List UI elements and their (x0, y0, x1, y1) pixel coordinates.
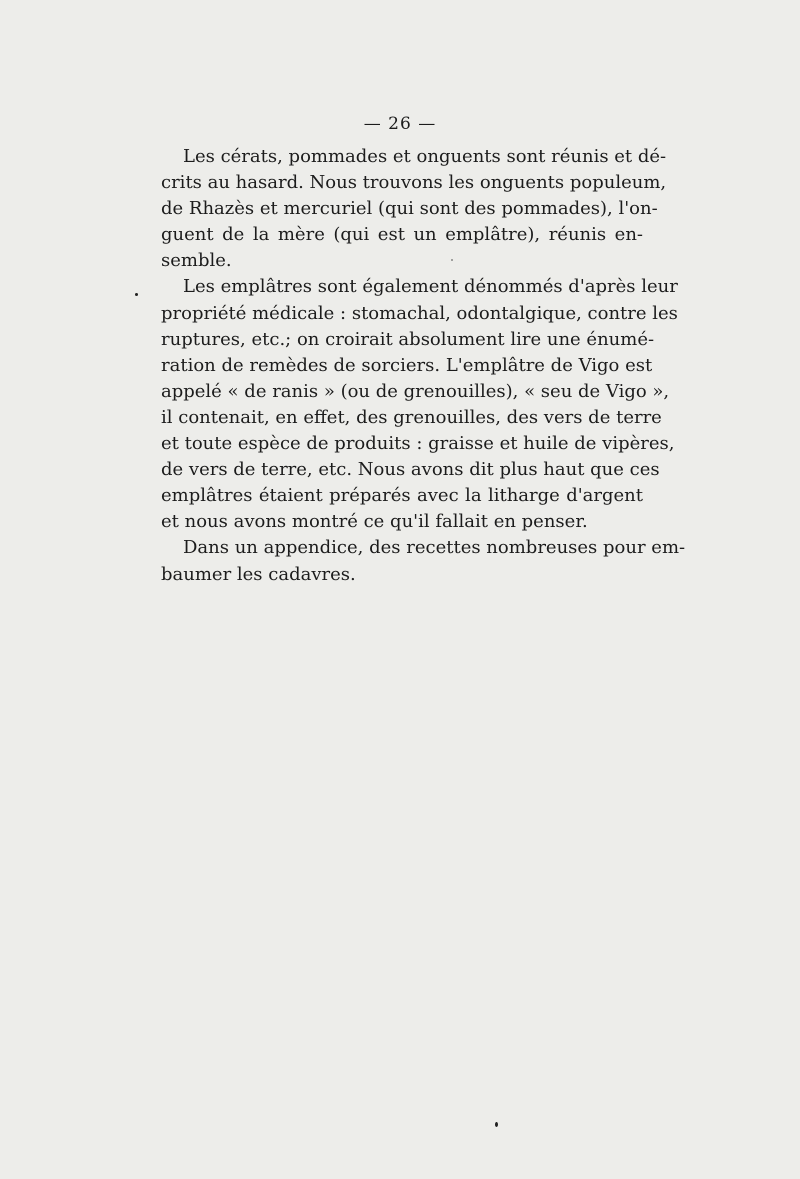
text-line: propriété médicale : stomachal, odontalgique, contre les (161, 302, 678, 324)
text-line: Les cérats, pommades et onguents sont réunis et dé- (183, 146, 667, 167)
text-line: il contenait, en effet, des grenouilles, des vers de terre (161, 406, 662, 428)
text-line: ruptures, etc.; on croirait absolument lire une énumé- (161, 328, 655, 350)
text-line: ration de remèdes de sorciers. L'emplâtre de Vigo est (161, 354, 653, 376)
text-line: de Rhazès et mercuriel (qui sont des pommades), l'on- (161, 198, 658, 220)
text-line: guent de la mère (qui est un emplâtre), réunis en- (161, 224, 643, 246)
paragraph-1 (161, 144, 667, 274)
text-line: et nous avons montré ce qu'il fallait en penser. (161, 511, 588, 533)
text-line: appelé « de ranis » (ou de grenouilles), « seu de Vigo », (161, 380, 670, 402)
print-speck (451, 259, 453, 261)
text-line: crits au hasard. Nous trouvons les onguents populeum, (161, 172, 667, 194)
paragraph-3 (161, 535, 686, 587)
text-line: Dans un appendice, des recettes nombreuses pour em- (183, 537, 686, 559)
paragraph-2 (161, 274, 678, 535)
page-number: — 26 — (363, 114, 437, 134)
print-speck (135, 293, 138, 296)
text-line: de vers de terre, etc. Nous avons dit plus haut que ces (161, 459, 660, 481)
print-speck (495, 1122, 498, 1127)
text-line: semble. (161, 250, 232, 272)
text-line: et toute espèce de produits : graisse et huile de vipères, (161, 433, 675, 455)
body-text (161, 144, 686, 588)
text-line: emplâtres étaient préparés avec la litharge d'argent (161, 485, 643, 507)
text-line: baumer les cadavres. (161, 563, 356, 585)
text-line: Les emplâtres sont également dénommés d'après leur (183, 276, 678, 298)
